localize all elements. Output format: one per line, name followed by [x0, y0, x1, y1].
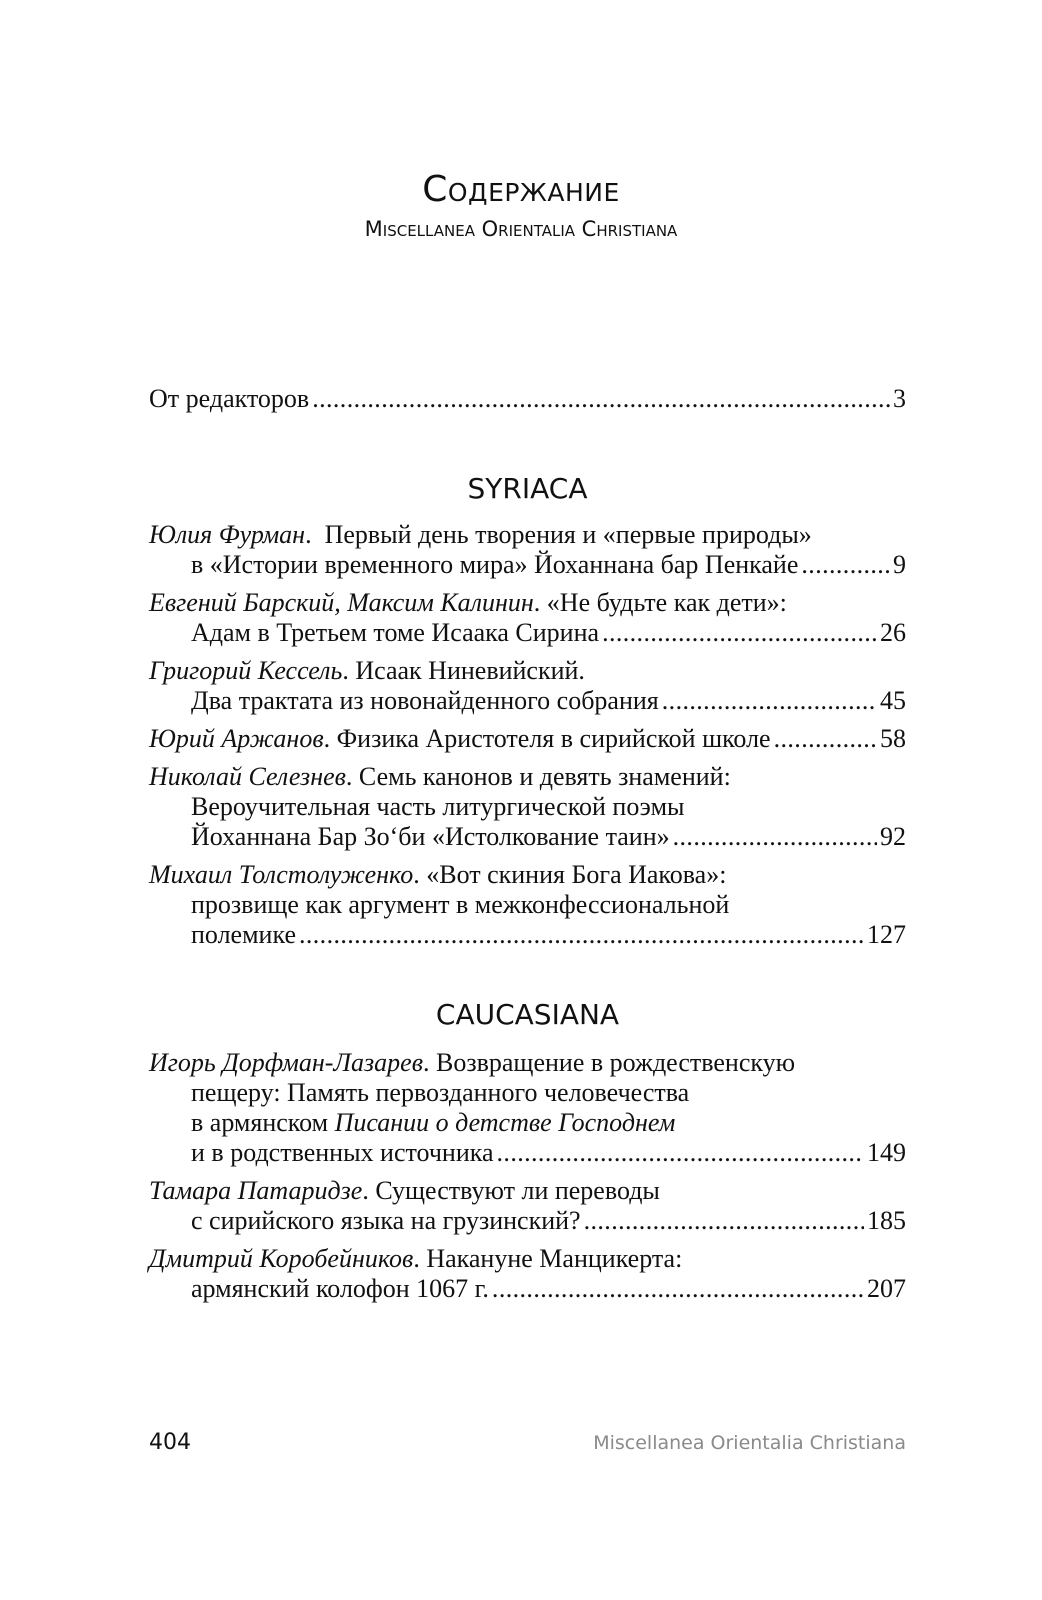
section-heading-caucasiana: CAUCASIANA	[435, 998, 620, 1031]
dot-leader	[801, 550, 890, 580]
dot-leader	[312, 384, 890, 414]
entry-title: и в родственных источника	[191, 1138, 494, 1167]
page-number: 58	[880, 724, 906, 753]
folio-number: 404	[149, 1430, 191, 1455]
page-number: 207	[867, 1274, 906, 1303]
page-subtitle: Miscellanea Orientalia Christiana	[364, 217, 678, 241]
entry-author: Григорий Кессель	[149, 656, 343, 685]
dot-leader	[774, 724, 877, 754]
entry-title: в армянском	[191, 1108, 335, 1137]
entry-author: Николай Селезнев	[149, 762, 346, 791]
dot-leader	[673, 822, 877, 852]
entry-title: пещеру: Память первозданного человечества	[191, 1078, 690, 1107]
entry-title: в «Истории временного мира» Йоханнана бар Пенкайе	[191, 550, 799, 579]
page-header	[0, 168, 1042, 244]
page-number: 92	[880, 822, 906, 851]
page-number: 26	[880, 618, 906, 647]
entry-title: Физика Аристотеля в сирийской школе	[336, 724, 771, 753]
toc-entry: Евгений Барский, Максим Калинин. «Не будьте как дети»: Адам в Третьем томе Исаака Сирина ..... 26	[149, 588, 906, 648]
toc-entry: Игорь Дорфман-Лазарев. Возвращение в рождественскую пещеру: Память первозданного человечества в армянском Писании о детстве Господнем и в родственных источника ..... 149	[149, 1048, 906, 1168]
entry-title: «Вот скиния Бога Иакова»:	[426, 860, 727, 889]
page-number: 149	[867, 1138, 906, 1167]
page-number: 45	[880, 686, 906, 715]
entry-author: Игорь Дорфман-Лазарев	[149, 1048, 423, 1077]
toc-entry: Юлия Фурман. Первый день творения и «первые природы» в «Истории временного мира» Йоханнана бар Пенкайе ..... 9	[149, 520, 906, 580]
toc-entry: Тамара Патаридзе. Существуют ли переводы с сирийского языка на грузинский? ..... 185	[149, 1176, 906, 1236]
entry-title: прозвище как аргумент в межконфессиональной	[191, 890, 730, 919]
page-number: 3	[893, 384, 906, 413]
toc-entry: Юрий Аржанов. Физика Аристотеля в сирийской школе ..... 58	[149, 724, 906, 754]
dot-leader	[662, 686, 877, 716]
entry-title: Возвращение в рождественскую	[436, 1048, 796, 1077]
entry-title: Адам в Третьем томе Исаака Сирина	[191, 618, 600, 647]
toc-entry: Григорий Кессель. Исаак Ниневийский. Два трактата из новонайденного собрания ..... 45	[149, 656, 906, 716]
entry-title: Йоханнана Бар Зо‘би «Истолкование таин»	[191, 822, 670, 851]
dot-leader	[299, 920, 864, 950]
page-number: 127	[867, 920, 906, 949]
dot-leader	[584, 1206, 864, 1236]
toc-entry-intro	[149, 384, 906, 414]
entry-title: Два трактата из новонайденного собрания	[191, 686, 659, 715]
entry-title: Накануне Манцикерта:	[426, 1244, 683, 1273]
toc-entry: Дмитрий Коробейников. Накануне Манцикерта: армянский колофон 1067 г. ..... 207	[149, 1244, 906, 1304]
page-number: 9	[893, 550, 906, 579]
dot-leader	[602, 618, 877, 648]
dot-leader	[492, 1274, 864, 1304]
entry-title: Семь канонов и девять знамений:	[358, 762, 731, 791]
entry-title: «Не будьте как дети»:	[546, 588, 787, 617]
toc-entry: Николай Селезнев. Семь канонов и девять знамений: Вероучительная часть литургической поэмы Йоханнана Бар Зо‘би «Истолкование таин» ..... 92	[149, 762, 906, 852]
table-of-contents	[149, 384, 906, 1312]
entry-title: Первый день творения и «первые природы»	[324, 520, 812, 549]
toc-entry-label: От редакторов	[149, 384, 310, 413]
section-heading-syriaca: SYRIACA	[467, 472, 588, 505]
entry-title: Существуют ли переводы	[375, 1176, 660, 1205]
entry-title: Исаак Ниневийский.	[355, 656, 585, 685]
entry-title: полемике	[191, 920, 296, 949]
entry-title: с сирийского языка на грузинский?	[191, 1206, 581, 1235]
entry-author: Юрий Аржанов	[149, 724, 324, 753]
entry-author: Юлия Фурман	[149, 520, 306, 549]
page-title: Содержание	[422, 169, 620, 210]
dot-leader	[497, 1138, 864, 1168]
entry-author: Тамара Патаридзе	[149, 1176, 363, 1205]
entry-author: Евгений Барский, Максим Калинин	[149, 588, 534, 617]
entry-title-italic: Писании о детстве Господнем	[334, 1108, 676, 1137]
page-footer	[149, 1430, 906, 1460]
entry-author: Михаил Толстолуженко	[149, 860, 414, 889]
entry-author: Дмитрий Коробейников	[149, 1244, 414, 1273]
page-number: 185	[867, 1206, 906, 1235]
toc-entry: Михаил Толстолуженко. «Вот скиния Бога Иакова»: прозвище как аргумент в межконфессиональной полемике ..... 127	[149, 860, 906, 950]
entry-title: Вероучительная часть литургической поэмы	[191, 792, 685, 821]
running-title: Miscellanea Orientalia Christiana	[593, 1432, 906, 1454]
entry-title: армянский колофон 1067 г.	[191, 1274, 489, 1303]
